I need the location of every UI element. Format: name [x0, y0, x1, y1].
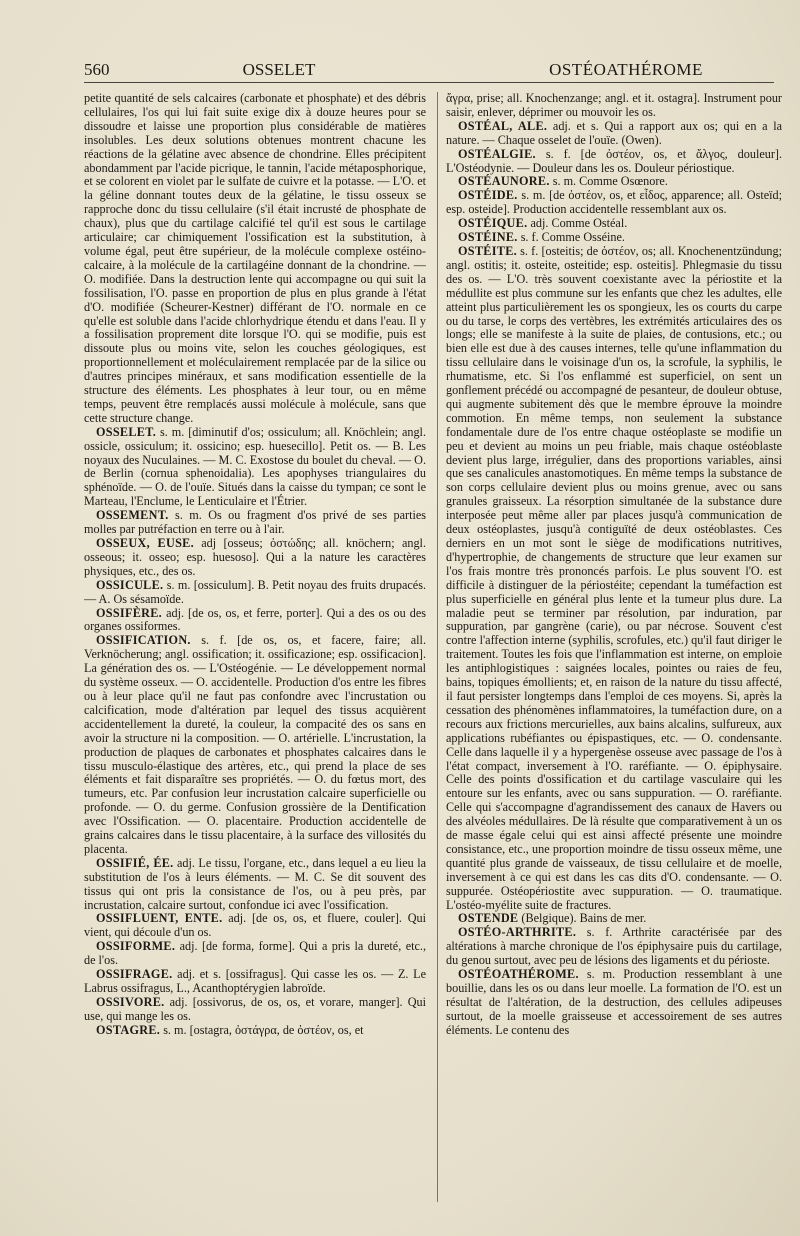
page-number: 560 [84, 60, 110, 79]
entry-text: adj. [ossivorus, de os, os, et vorare, manger]. Qui use, qui mange les os. [84, 994, 426, 1023]
entry-headword: OSTÉIQUE. [458, 216, 528, 231]
entry-text: adj. Comme Ostéal. [527, 216, 628, 231]
column-divider [437, 92, 438, 1202]
entry-text: adj. Le tissu, l'organe, etc., dans lequel a eu lieu la substitution de l'os à leurs éléments. — M. C. Se dit souvent des tissus qui ont pris la consistance de l'os, ou à peu près, par incrustation, calcaire surtout, confondue ici avec l'ossification. [84, 855, 426, 912]
dictionary-entry [84, 968, 426, 996]
entry-headword: OSSICULE. [96, 577, 164, 592]
entry-headword: OSSIFRAGE. [96, 967, 173, 982]
entry-headword: OSTENDE [458, 911, 519, 926]
dictionary-entry [446, 120, 782, 148]
entry-headword: OSSIFIÉ, ÉE. [96, 855, 174, 870]
right-column [446, 92, 782, 1212]
entry-headword: OSSIVORE. [96, 994, 165, 1009]
entry-text: s. f. [de os, os, et facere, faire; all. Verknöcherung; angl. ossification; it. ossificazione; esp. ossificacion]. La génération des os. — L'Ostéogénie. — Le développement normal du système osseux. — O. accidentelle. Production d'os entre les fibres ou à leur place qu'il ne faut pas confondre avec l'incrustation ou calcification, mode d'altération par lequel des tissus acquièrent accidentellement la dureté, la couleur, la compacité des os sans en avoir la structure ni la composition. — O. artérielle. L'incrustation, la production de plaques de carbonates et phosphates calcaires dans le tissu musculo-élastique des artères, etc., qui prend la place de ses éléments et fait disparaître ses propriétés. — O. du fœtus mort, des tumeurs, etc. Par confusion leur incrustation calcaire superficielle ou profonde. — O. du germe. Confusion grossière de la Dentification avec l'Ossification. — O. placentaire. Production accidentelle de grains calcaires dans le tissu placentaire, à la surface des villosités du placenta. [84, 633, 426, 856]
dictionary-entry [84, 996, 426, 1024]
entry-text: s. f. [osteitis; de ὀστέον, os; all. Knochenentzündung; angl. ostitis; it. osteite, osteitide; esp. osteitis]. Phlegmasie du tissu des os. — L'O. très souvent coexistante avec la périostite et la médullite est plus commune sur les enfants que chez les adultes, elle atteint plus particulièrement les os spongieux, les os courts du carpe ou du tarse, le corps des vertèbres, les extrémités articulaires des os longs; elle se manifeste à la suite de plaies, de contusions, etc.; ou bien elle est due à des causes internes, telle qu'une inflammation du tissu cellulaire dans le voisinage d'un os, la scrofule, la syphilis, le rhumatisme, etc. Si l'os enflammé est superficiel, on sent un gonflement précédé ou accompagné de pesanteur, de douleur obtuse, qui augmente subitement dès que le membre éprouve la moindre commotion. En même temps, non seulement la substance fondamentale dure de l'os entre chaque ostéoplaste se modifie un peu et devient au moins un peu friable, mais chaque ostéoblaste devient plus large, irrégulier, dans des proportions variables, ainsi que ses canalicules anastomotiques. En même temps la substance de son corps cellulaire devient plus ou moins grenue, avec ou sans granules graisseux. La résorption simultanée de la substance dure interposée peut même aller par places jusqu'à communication de deux ostéoplastes, jusqu'à contiguïté de deux ostéoblastes. Ces derniers en un mot sont le siège de modifications nutritives, d'hypertrophie, de changements de structure que leur examen sur l'os frais montre très prononcés parfois. Le plus souvent l'O. est difficile à distinguer de la périostéite; cependant la tuméfaction est plus superficielle en général plus lente et la tumeur plus dure. La maladie peut se terminer par résolution, par induration, par suppuration, par gangrène (carie), ou par nécrose. Souvent c'est contre l'affection interne (syphilis, scrofules, etc.) qu'il faut diriger le traitement. Toutes les fois que l'inflammation est interne, on emploie les antiphlogistiques : saignées locales, pointes ou raies de feu, bains, topiques émollients; et, en raison de la nature du tissu affecté, il faut persister longtemps dans l'emploi de ces moyens. Si, après la cessation des phénomènes inflammatoires, la tuméfaction dure, on a recours aux frictions mercurielles, aux bains alcalins, sulfureux, aux applications rubéfiantes ou épispastiques, etc. — O. condensante. Celle dans laquelle il y a hypergenèse osseuse avec passage de l'os à l'état compact, inversement à l'O. raréfiante. — O. épiphysaire. Celle des points d'ossification et du cartilage vasculaire qui les entoure sur les enfants, avec ou sans suppuration. — O. raréfiante. Celle qui s'accompagne d'agrandissement des canaux de Havers ou des alvéoles médullaires. De là résulte que comparativement à un os de masse égale celui qui est ainsi affecté présente une moindre consistance, etc., une proportion moindre de tissu osseux même, une quantité plus grande de vaisseaux, de tissu cellulaire et de moelle, inversement à ce qui est dans les cas dits d'O. condensante. — O. suppurée. Ostéopériostite avec suppuration. — O. traumatique. L'ostéo-myélite suite de fractures. [446, 243, 782, 912]
entry-text: s. m. [diminutif d'os; ossiculum; all. Knöchlein; angl. ossicle, ossiculum; it. ossicino; esp. huesecillo]. Petit os. — B. Les noyaux des Nuculaines. — M. C. Exostose du boulet du cheval. — O. de Berlin (cornua sphenoidalia). Les apophyses triangulaires du sphénoïde. — O. de l'ouïe. Situés dans la caisse du tympan; ce sont le Marteau, l'Enclume, le Lenticulaire et l'Étrier. [84, 424, 426, 509]
entry-text: (Belgique). Bains de mer. [518, 911, 647, 926]
entry-text: petite quantité de sels calcaires (carbonate et phosphate) et des débris cellulaires, l'os qui lui fait suite exige dix à douze heures pour se dissoudre et laisse une proportion plus considérable de matières insolubles. Les deux solutions obtenues montrent chacune les réactions de la gélatine avec absence de chondrine. Elles précipitent abondamment par l'acide picrique, le tannin, l'acide métaposphorique, et se colorent en violet par le sulfate de cuivre et la potasse. — L'O. et la géline donnant toutes deux de la gélatine, le tissu osseux se rapproche donc du tissu cellulaire (s'il était incrusté de phosphate de chaux), plus que du cartilage calcifié tel qu'il est sous le cartilage articulaire; car chimiquement l'ossification est la substitution, à volume égal, peut être supérieur, de la molécule complexe ostéino-calcaire, à la molécule de la cartilagéine donnant de la chondrine. — O. modifiée. Dans la destruction lente qui accompagne ou qui suit la fossilisation, l'O. passe en proportion de plus en plus grande à l'état d'O. modifiée (Scheurer-Kestner) différant de l'O. normale en ce qu'elle est soluble dans l'acide chlorhydrique étendu et dans l'eau. Il y a fossilisation proprement dite lorsque l'O. qui se modifie, puis est dissoute plus ou moins vite, selon les couches géologiques, est proportionnellement et moléculairement remplacée par de la silice ou d'autres principes minéraux, et sans modification essentielle de la structure des éléments. Les phosphates à leur tour, ou en même temps, peuvent être remplacés aussi molécule à molécule, sans que cette structure change. [84, 92, 426, 425]
dictionary-entry [84, 509, 426, 537]
entry-headword: OSTÉAUNORE. [458, 174, 550, 189]
entry-headword: OSTÉINE. [458, 230, 518, 245]
dictionary-entry [84, 940, 426, 968]
dictionary-entry [446, 926, 782, 968]
entry-text: adj [osseus; ὀστώδης; all. knöchern; angl. osseous; it. osseo; esp. huesoso]. Qui a la nature les caractères physiques, etc., des os. [84, 536, 426, 578]
dictionary-entry [446, 968, 782, 1038]
entry-text: adj. [de os, os, et ferre, porter]. Qui a des os ou des organes ossiformes. [84, 605, 426, 634]
dictionary-entry [446, 912, 782, 926]
entry-text: s. f. Arthrite caractérisée par des altérations à marche chronique de l'os épiphysaire puis du cartilage, du genou surtout, avec peu de lésions des ligaments et du périoste. [446, 925, 782, 968]
dictionary-entry [446, 217, 782, 231]
dictionary-entry [446, 92, 782, 120]
entry-headword: OSTÉAL, ALE. [458, 118, 548, 133]
dictionary-entry [446, 245, 782, 913]
right-running-title: OSTÉOATHÉROME [549, 60, 703, 79]
entry-headword: OSSIFORME. [96, 939, 176, 954]
entry-text: s. m. Os ou fragment d'os privé de ses parties molles par putréfaction en terre ou à l'air. [84, 508, 426, 537]
dictionary-entry [446, 231, 782, 245]
entry-headword: OSSIFICATION. [96, 633, 191, 648]
dictionary-entry [84, 912, 426, 940]
running-header [84, 60, 774, 84]
header-rule [84, 82, 774, 83]
entry-text: s. f. Comme Osséine. [517, 230, 625, 245]
dictionary-entry [84, 537, 426, 579]
entry-text: s. m. [de ὀστέον, os, et εἶδος, apparence; all. Osteïd; esp. osteide]. Production accidentelle ressemblant aux os. [446, 188, 782, 217]
dictionary-entry [84, 579, 426, 607]
entry-text: s. f. [de ὀστέον, os, et ἄλγος, douleur]. L'Ostéodynie. — Douleur dans les os. Douleur périostique. [446, 146, 782, 175]
entry-text: adj. [de os, os, et fluere, couler]. Qui vient, qui découle d'un os. [84, 911, 426, 940]
entry-text: s. m. [ossiculum]. B. Petit noyau des fruits drupacés. — A. Os sésamoïde. [84, 577, 426, 606]
entry-headword: OSSEMENT. [96, 508, 169, 523]
dictionary-entry [446, 189, 782, 217]
entry-headword: OSSEUX, EUSE. [96, 536, 194, 550]
entry-headword: OSTÉO-ARTHRITE. [458, 925, 577, 940]
dictionary-entry [446, 175, 782, 189]
entry-text: adj. et s. [ossifragus]. Qui casse les os. — Z. Le Labrus ossifragus, L., Acanthoptérygien labroïde. [84, 967, 426, 995]
dictionary-entry [84, 607, 426, 635]
entry-text: s. m. Production ressemblant à une bouillie, dans les os ou dans leur moelle. La formation de l'O. est un résultat de l'altération, de la destruction, des cellules adipeuses surtout, de la moelle graisseuse et accessoirement de ses autres éléments. Le contenu des [446, 967, 782, 1037]
entry-headword: OSSELET. [96, 424, 157, 439]
entry-headword: OSTAGRE. [96, 1022, 161, 1037]
entry-text: ἄγρα, prise; all. Knochenzange; angl. et it. ostagra]. Instrument pour saisir, enlever, déprimer ou mouvoir les os. [446, 92, 782, 119]
left-column [84, 92, 426, 1212]
dictionary-entry [84, 426, 426, 509]
entry-headword: OSTÉITE. [458, 243, 517, 258]
left-running-title: OSSELET [242, 60, 316, 79]
entry-headword: OSTÉOATHÉROME. [458, 967, 579, 982]
dictionary-entry [84, 92, 426, 426]
entry-text: adj. et s. Qui a rapport aux os; qui en a la nature. — Chaque osselet de l'ouïe. (Owen). [446, 118, 782, 147]
dictionary-entry [84, 634, 426, 857]
entry-text: adj. [de forma, forme]. Qui a pris la dureté, etc., de l'os. [84, 939, 426, 968]
entry-headword: OSSIFLUENT, ENTE. [96, 911, 223, 926]
entry-headword: OSTÉALGIE. [458, 146, 536, 161]
dictionary-entry [84, 857, 426, 913]
entry-text: s. m. Comme Osœnore. [549, 174, 668, 189]
dictionary-entry [446, 148, 782, 176]
entry-text: s. m. [ostagra, ὀστάγρα, de ὀστέον, os, et [160, 1022, 364, 1037]
dictionary-entry [84, 1024, 426, 1038]
entry-headword: OSSIFÈRE. [96, 605, 163, 620]
entry-headword: OSTÉIDE. [458, 188, 518, 203]
